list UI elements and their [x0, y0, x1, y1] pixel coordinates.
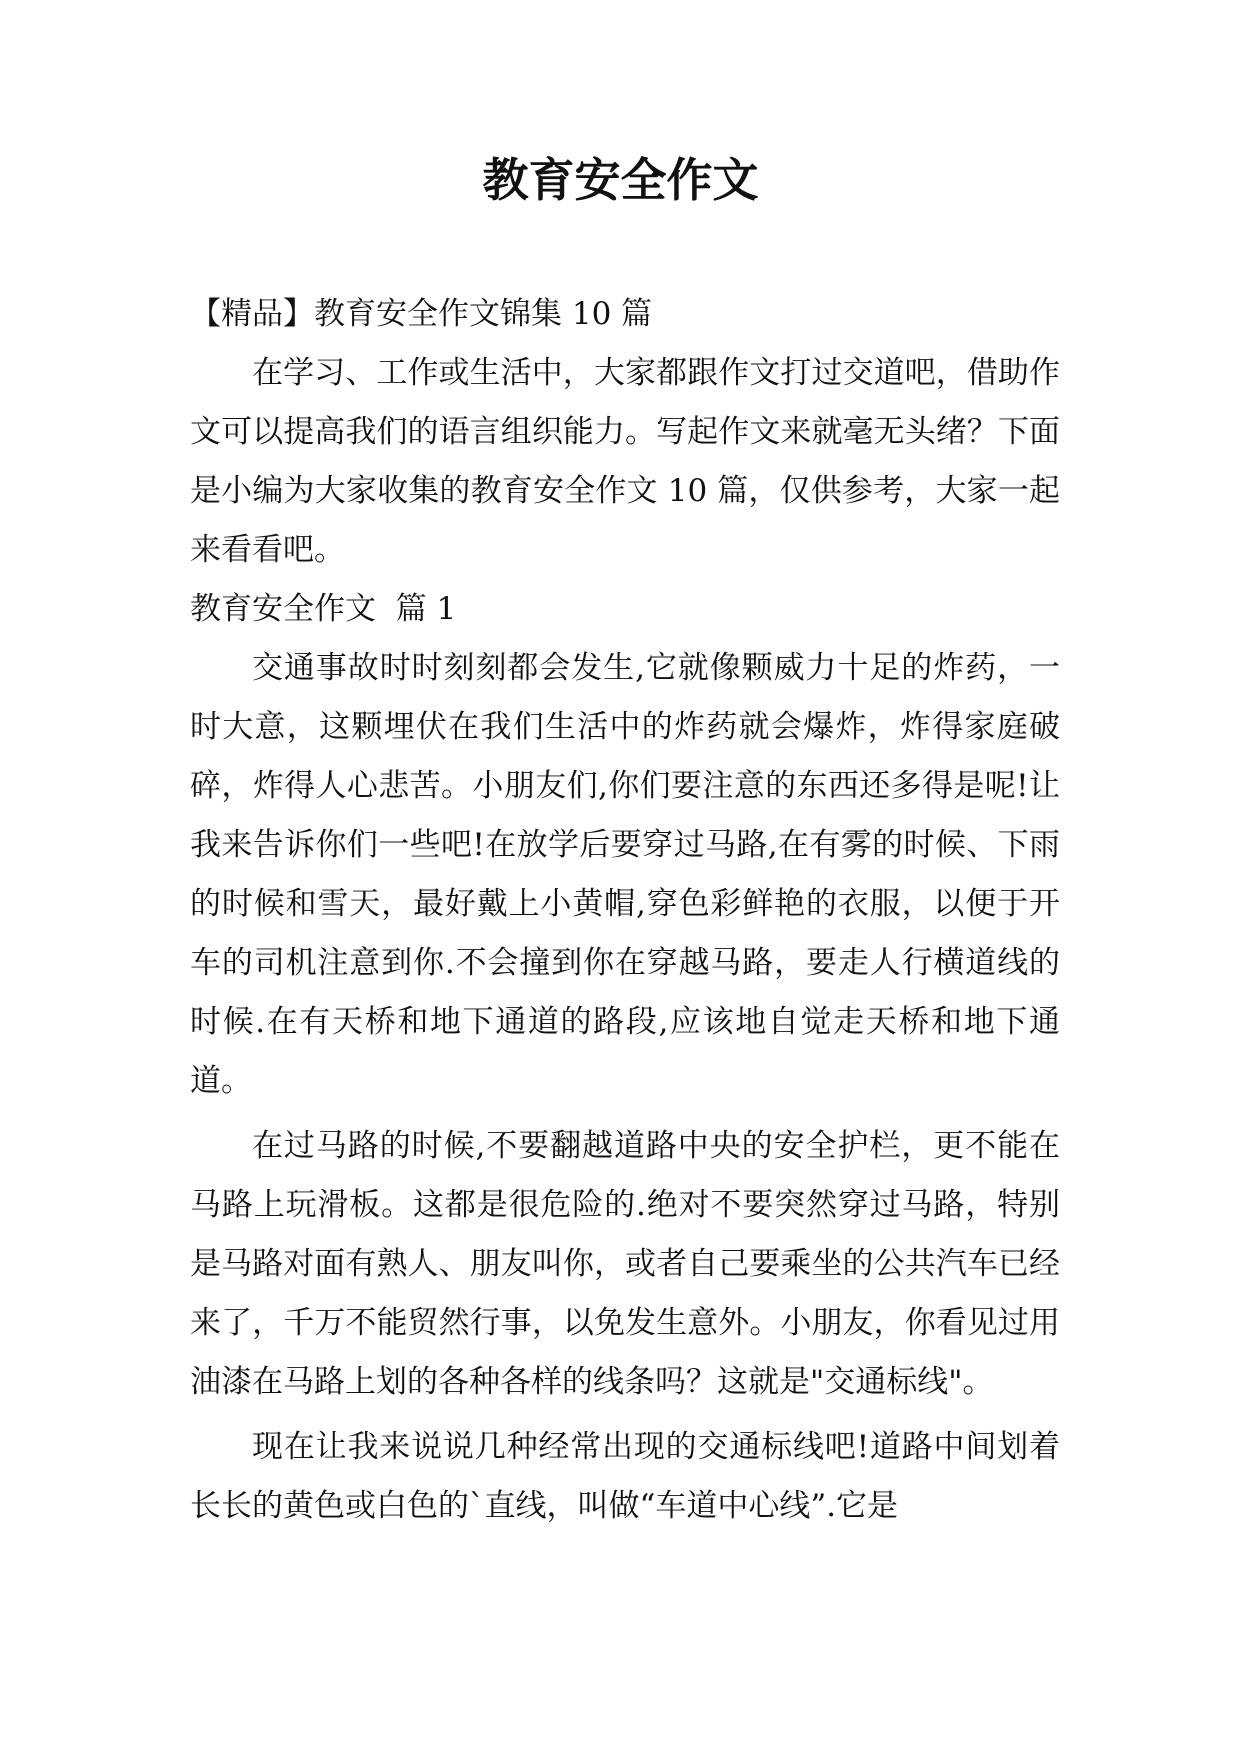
- body-paragraph-3: 现在让我来说说几种经常出现的交通标线吧!道路中间划着长长的黄色或白色的`直线，叫做“车道中心线”.它是: [190, 1429, 1060, 1524]
- section-heading: 教育安全作文 篇 1: [190, 591, 457, 627]
- body-paragraph-1: 交通事故时时刻刻都会发生,它就像颗威力十足的炸药，一时大意，这颗埋伏在我们生活中的炸药就会爆炸，炸得家庭破碎，炸得人心悲苦。小朋友们,你们要注意的东西还多得是呢!让我来告诉你们一些吧!在放学后要穿过马路,在有雾的时候、下雨的时候和雪天，最好戴上小黄帽,穿色彩鲜艳的衣服，以便于开车的司机注意到你.不会撞到你在穿越马路，要走人行横道线的时候.在有天桥和地下通道的路段,应该地自觉走天桥和地下通道。: [190, 650, 1060, 1099]
- body-paragraph-2: 在过马路的时候,不要翻越道路中央的安全护栏，更不能在马路上玩滑板。这都是很危险的.绝对不要突然穿过马路，特别是马路对面有熟人、朋友叫你，或者自己要乘坐的公共汽车已经来了，千万不能贸然行事，以免发生意外。小朋友，你看见过用油漆在马路上划的各种各样的线条吗？这就是"交通标线"。: [190, 1128, 1060, 1400]
- intro-paragraph: 在学习、工作或生活中，大家都跟作文打过交道吧，借助作文可以提高我们的语言组织能力。写起作文来就毫无头绪？下面是小编为大家收集的教育安全作文 10 篇，仅供参考，大家一起来看看吧。: [190, 355, 1060, 568]
- document-subtitle: 【精品】教育安全作文锦集 10 篇: [190, 296, 653, 332]
- document-title: 教育安全作文: [482, 153, 759, 207]
- document-body: [190, 285, 1060, 1536]
